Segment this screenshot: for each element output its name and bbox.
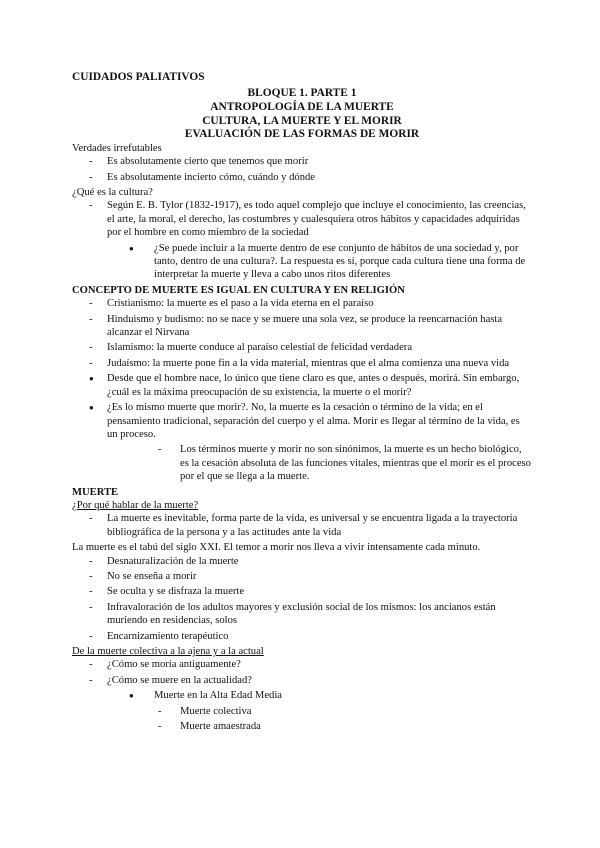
dash-marker: - [89,171,93,183]
list-item [72,601,532,628]
list-item [72,585,532,598]
list-item [72,512,532,539]
section-heading: MUERTE [72,486,119,498]
dash-marker: - [89,342,93,354]
dash-marker: - [89,659,93,671]
list-item [72,297,532,310]
list-item-text: Desde que el hombre nace, lo único que tiene claro es que, antes o después, morirá. Sin embargo, ¿cuál es la máxima preocupación de su existencia, la muerte o el morir? [107,373,520,398]
list-item-text: Según E. B. Tylor (1832-1917), es todo aquel complejo que incluye el conocimiento, las creencias, el arte, la moral, el derecho, las costumbres y cualesquiera otros hábitos y capacidades adquiridas por el hombre en como miembro de la sociedad [107,200,526,239]
dash-marker: - [158,444,162,456]
list-item-text: Encarnizamiento terapéutico [107,630,229,642]
list-item [72,199,532,239]
list-item [72,171,532,184]
dash-marker: - [89,298,93,310]
dash-marker: - [89,570,93,582]
list-item-text: Muerte en la Alta Edad Media [154,690,282,702]
list-item-text: ¿Se puede incluir a la muerte dentro de ese conjunto de hábitos de una sociedad y, por tanto, dentro de una cultura?. La respuesta es sí, porque cada cultura tiene una forma de interpretar la muerte y lleva a cabo unos ritos diferentes [154,242,526,281]
bloque-title: BLOQUE 1. PARTE 1 [247,87,357,100]
document-content [72,142,532,734]
dash-marker: - [89,156,93,168]
subheading: De la muerte colectiva a la ajena y a la actual [72,646,264,657]
dash-marker: - [89,513,93,525]
list-item-text: ¿Cómo se moría antiguamente? [107,659,241,671]
list-item [72,155,532,168]
section-title-antropologia: ANTROPOLOGÍA DE LA MUERTE [210,101,394,113]
dash-marker: - [89,357,93,369]
section-heading: CONCEPTO DE MUERTE ES IGUAL EN CULTURA Y EN RELIGIÓN [72,284,405,296]
dash-marker: - [158,721,162,733]
section-title-cultura: CULTURA, LA MUERTE Y EL MORIR [202,114,402,127]
paragraph: La muerte es el tabú del siglo XXI. El temor a morir nos lleva a vivir intensamente cada minuto. [72,542,481,554]
list-item [72,570,532,583]
dash-marker: - [89,601,93,613]
list-item-text: Muerte colectiva [180,705,252,717]
list-item [72,674,532,687]
list-item [72,372,532,399]
dash-marker: - [89,674,93,686]
bullet-icon: ● [89,374,94,384]
dash-marker: - [89,200,93,212]
list-item-text: Infravaloración de los adultos mayores y exclusión social de los mismos: los ancianos están muriendo en residencias, solos [107,601,496,627]
paragraph: Verdades irrefutables [72,142,162,154]
list-item-text: Se oculta y se disfraza la muerte [107,586,245,598]
list-item-text: Es absolutamente cierto que tenemos que morir [107,156,309,168]
list-item-text: Cristianismo: la muerte es el paso a la vida eterna en el paraíso [107,298,374,310]
dash-marker: - [89,555,93,567]
list-item [72,630,532,643]
list-item-text: ¿Cómo se muere en la actualidad? [107,674,253,686]
list-item [72,401,532,441]
bullet-icon: ● [129,691,134,701]
list-item-text: Es absolutamente incierto cómo, cuándo y dónde [107,171,315,183]
dash-marker: - [158,705,162,717]
list-item-text: No se enseña a morir [107,570,197,582]
list-item-text: Judaísmo: la muerte pone fin a la vida material, mientras que el alma comienza una nueva vida [107,357,510,369]
list-item-text: Islamismo: la muerte conduce al paraíso celestial de felicidad verdadera [107,342,413,354]
document-body [72,71,532,735]
list-item-text: Hinduismo y budismo: no se nace y se muere una sola vez, se produce la reencarnación hasta alcanzar el Nirvana [107,313,503,339]
list-item-text: ¿Es lo mismo muerte que morir?. No, la muerte es la cesación o término de la vida; en el pensamiento tradicional, separación del cuerpo y el alma. Morir es llegar al término de la vida, es un proceso. [107,402,520,440]
list-item [72,242,532,282]
list-item [72,555,532,568]
dash-marker: - [89,630,93,642]
list-item [72,720,532,733]
dash-marker: - [89,313,93,325]
list-item [72,443,532,483]
list-item [72,689,532,702]
list-item [72,341,532,354]
bullet-icon: ● [129,243,134,253]
dash-marker: - [89,586,93,598]
bullet-icon: ● [89,403,94,413]
list-item-text: Muerte amaestrada [180,721,261,733]
list-item-text: Los términos muerte y morir no son sinónimos, la muerte es un hecho biológico, es la cesación absoluta de las funciones vitales, mientras que el morir es el proceso por el que se llega a la muerte. [180,444,531,483]
list-item [72,658,532,671]
section-title-evaluacion: EVALUACIÓN DE LAS FORMAS DE MORIR [184,128,420,141]
subheading: ¿Por qué hablar de la muerte? [72,499,199,511]
paragraph: ¿Qué es la cultura? [72,187,153,198]
list-item [72,705,532,718]
list-item [72,313,532,340]
list-item-text: Desnaturalización de la muerte [107,555,239,567]
list-item-text: La muerte es inevitable, forma parte de la vida, es universal y se encuentra ligada a la trayectoria bibliográfica de la persona y a las actitudes ante la vida [107,513,518,538]
list-item [72,357,532,370]
course-title: CUIDADOS PALIATIVOS [72,71,205,83]
